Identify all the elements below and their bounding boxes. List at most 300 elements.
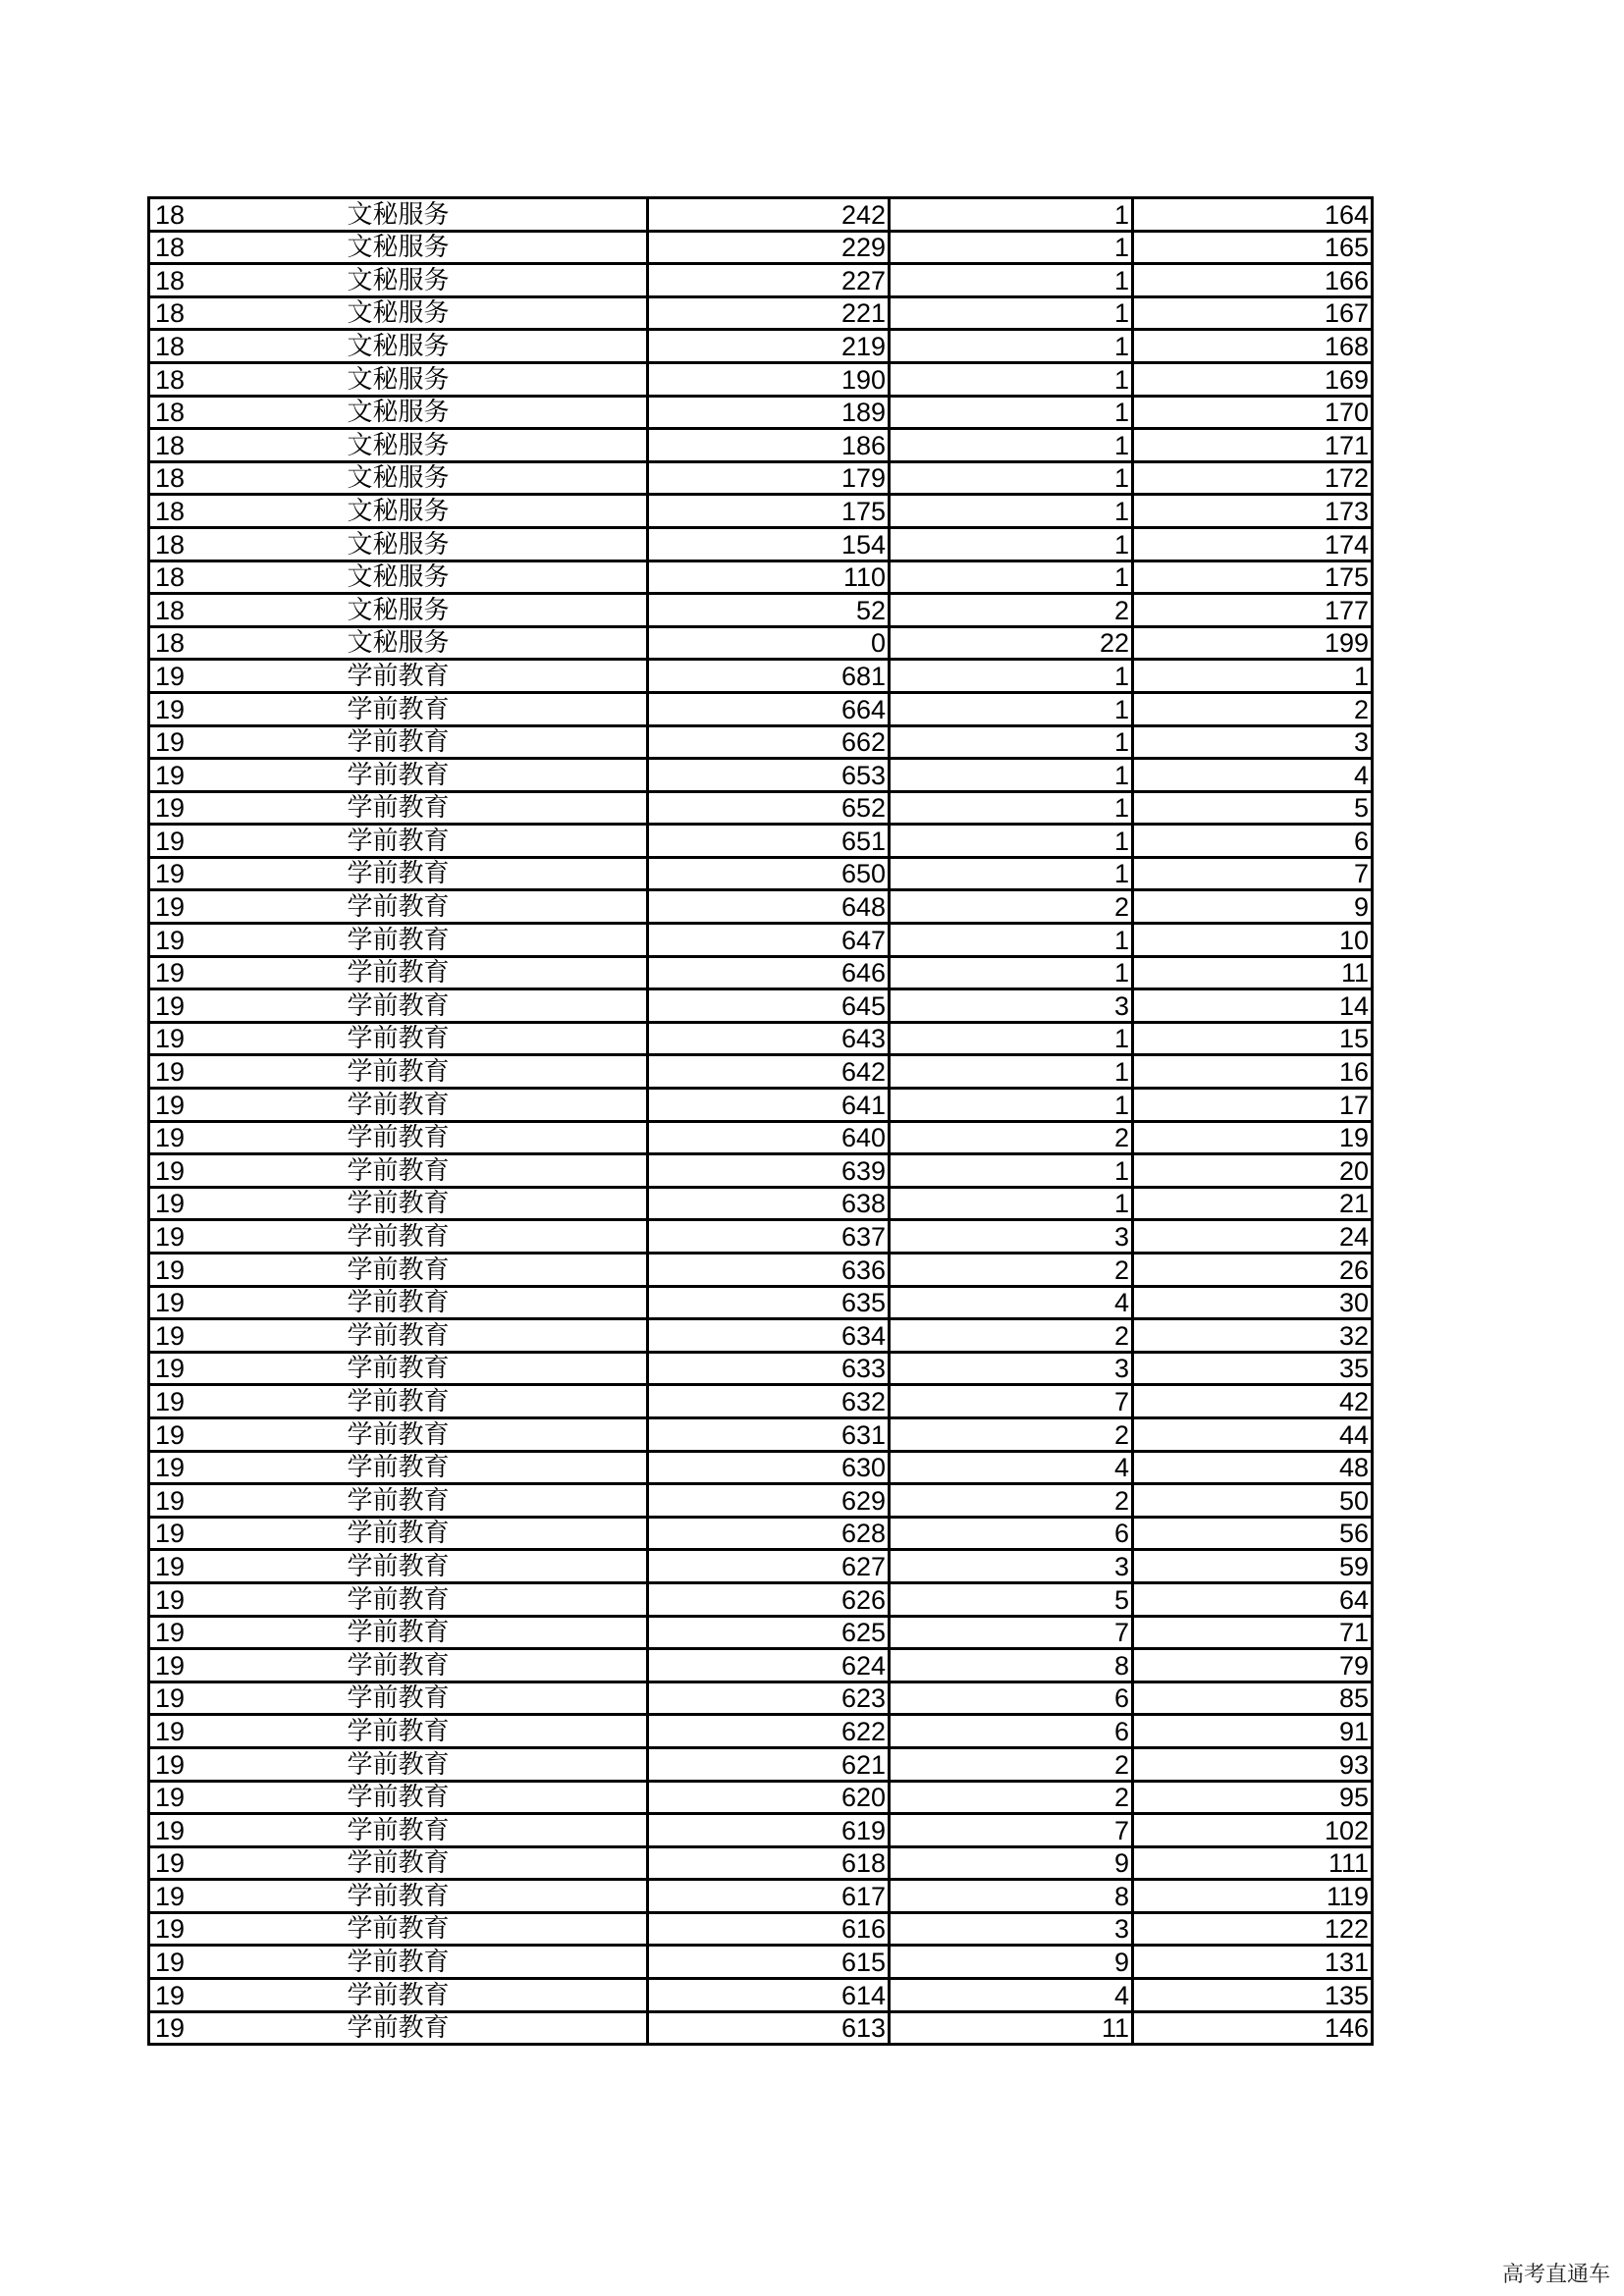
score-cell: 643 [648,1022,890,1055]
category-cell: 文秘服务 [344,527,648,561]
table-row [149,1747,1373,1781]
cumulative-cell: 17 [1133,1089,1373,1122]
category-cell: 学前教育 [344,1055,648,1089]
count-cell: 11 [890,2011,1133,2045]
group-code-cell: 19 [149,1649,344,1682]
category-cell: 学前教育 [344,725,648,759]
count-cell: 1 [890,330,1133,363]
category-cell: 学前教育 [344,1417,648,1451]
cumulative-cell: 35 [1133,1352,1373,1385]
score-cell: 623 [648,1682,890,1715]
score-cell: 620 [648,1781,890,1814]
cumulative-cell: 19 [1133,1121,1373,1154]
count-cell: 2 [890,1417,1133,1451]
table-row [149,890,1373,924]
table-row [149,330,1373,363]
table-row [149,296,1373,330]
count-cell: 1 [890,857,1133,890]
group-code-cell: 18 [149,527,344,561]
cumulative-cell: 3 [1133,725,1373,759]
cumulative-cell: 165 [1133,231,1373,264]
category-cell: 学前教育 [344,1846,648,1880]
count-cell: 4 [890,1979,1133,2012]
cumulative-cell: 172 [1133,461,1373,495]
watermark-text: 高考直通车 [1501,2263,1610,2287]
count-cell: 1 [890,527,1133,561]
count-cell: 1 [890,791,1133,825]
table-row [149,1286,1373,1319]
table-row [149,1385,1373,1418]
group-code-cell: 19 [149,1121,344,1154]
count-cell: 1 [890,1154,1133,1188]
category-cell: 学前教育 [344,924,648,957]
category-cell: 文秘服务 [344,231,648,264]
category-cell: 学前教育 [344,1715,648,1748]
category-cell: 文秘服务 [344,362,648,396]
count-cell: 4 [890,1451,1133,1484]
group-code-cell: 19 [149,692,344,725]
count-cell: 1 [890,231,1133,264]
score-cell: 631 [648,1417,890,1451]
count-cell: 1 [890,429,1133,462]
count-cell: 22 [890,626,1133,660]
group-code-cell: 19 [149,1022,344,1055]
count-cell: 1 [890,264,1133,297]
count-cell: 6 [890,1517,1133,1550]
table-row [149,759,1373,792]
group-code-cell: 19 [149,1254,344,1287]
category-cell: 学前教育 [344,857,648,890]
count-cell: 2 [890,890,1133,924]
group-code-cell: 19 [149,1946,344,1979]
count-cell: 1 [890,296,1133,330]
category-cell: 文秘服务 [344,495,648,528]
count-cell: 3 [890,1352,1133,1385]
group-code-cell: 18 [149,264,344,297]
cumulative-cell: 169 [1133,362,1373,396]
count-cell: 1 [890,198,1133,232]
category-cell: 学前教育 [344,989,648,1023]
score-cell: 52 [648,594,890,627]
score-table-body [149,198,1373,2045]
category-cell: 学前教育 [344,1319,648,1353]
score-cell: 641 [648,1089,890,1122]
cumulative-cell: 59 [1133,1550,1373,1583]
score-cell: 615 [648,1946,890,1979]
count-cell: 1 [890,924,1133,957]
cumulative-cell: 6 [1133,825,1373,858]
table-row [149,791,1373,825]
group-code-cell: 18 [149,561,344,594]
count-cell: 1 [890,825,1133,858]
table-row [149,495,1373,528]
group-code-cell: 19 [149,1616,344,1649]
cumulative-cell: 44 [1133,1417,1373,1451]
table-row [149,626,1373,660]
count-cell: 9 [890,1846,1133,1880]
group-code-cell: 18 [149,198,344,232]
table-row [149,198,1373,232]
count-cell: 1 [890,692,1133,725]
table-row [149,692,1373,725]
cumulative-cell: 79 [1133,1649,1373,1682]
group-code-cell: 19 [149,2011,344,2045]
table-row [149,1121,1373,1154]
category-cell: 文秘服务 [344,264,648,297]
table-row [149,1187,1373,1220]
category-cell: 学前教育 [344,1352,648,1385]
category-cell: 文秘服务 [344,296,648,330]
group-code-cell: 18 [149,296,344,330]
score-cell: 613 [648,2011,890,2045]
score-cell: 229 [648,231,890,264]
category-cell: 学前教育 [344,1550,648,1583]
count-cell: 2 [890,1319,1133,1353]
score-cell: 154 [648,527,890,561]
count-cell: 1 [890,561,1133,594]
category-cell: 学前教育 [344,825,648,858]
score-cell: 0 [648,626,890,660]
cumulative-cell: 10 [1133,924,1373,957]
cumulative-cell: 71 [1133,1616,1373,1649]
category-cell: 学前教育 [344,1154,648,1188]
category-cell: 学前教育 [344,1814,648,1847]
score-cell: 651 [648,825,890,858]
cumulative-cell: 175 [1133,561,1373,594]
count-cell: 7 [890,1616,1133,1649]
cumulative-cell: 4 [1133,759,1373,792]
score-cell: 621 [648,1747,890,1781]
cumulative-cell: 85 [1133,1682,1373,1715]
table-row [149,1055,1373,1089]
score-cell: 638 [648,1187,890,1220]
score-cell: 219 [648,330,890,363]
group-code-cell: 19 [149,1220,344,1254]
category-cell: 学前教育 [344,1781,648,1814]
table-row [149,1682,1373,1715]
score-cell: 617 [648,1880,890,1913]
category-cell: 文秘服务 [344,594,648,627]
category-cell: 学前教育 [344,1582,648,1616]
cumulative-cell: 171 [1133,429,1373,462]
group-code-cell: 19 [149,1154,344,1188]
group-code-cell: 19 [149,1550,344,1583]
group-code-cell: 19 [149,1055,344,1089]
score-cell: 639 [648,1154,890,1188]
cumulative-cell: 26 [1133,1254,1373,1287]
score-cell: 221 [648,296,890,330]
category-cell: 学前教育 [344,1912,648,1946]
table-row [149,857,1373,890]
group-code-cell: 19 [149,1781,344,1814]
group-code-cell: 19 [149,989,344,1023]
cumulative-cell: 11 [1133,956,1373,989]
score-cell: 648 [648,890,890,924]
table-row [149,1550,1373,1583]
table-row [149,1451,1373,1484]
cumulative-cell: 164 [1133,198,1373,232]
score-cell: 636 [648,1254,890,1287]
table-row [149,924,1373,957]
count-cell: 9 [890,1946,1133,1979]
score-cell: 110 [648,561,890,594]
cumulative-cell: 1 [1133,660,1373,693]
table-row [149,561,1373,594]
table-row [149,1352,1373,1385]
count-cell: 2 [890,1484,1133,1518]
score-cell: 189 [648,396,890,429]
category-cell: 学前教育 [344,1254,648,1287]
cumulative-cell: 111 [1133,1846,1373,1880]
table-row [149,989,1373,1023]
score-cell: 633 [648,1352,890,1385]
cumulative-cell: 91 [1133,1715,1373,1748]
category-cell: 学前教育 [344,692,648,725]
count-cell: 1 [890,660,1133,693]
count-cell: 3 [890,1912,1133,1946]
group-code-cell: 19 [149,1682,344,1715]
score-cell: 179 [648,461,890,495]
category-cell: 学前教育 [344,1385,648,1418]
cumulative-cell: 135 [1133,1979,1373,2012]
table-row [149,1089,1373,1122]
category-cell: 学前教育 [344,1880,648,1913]
score-cell: 640 [648,1121,890,1154]
table-row [149,2011,1373,2045]
score-cell: 627 [648,1550,890,1583]
group-code-cell: 19 [149,1319,344,1353]
count-cell: 1 [890,495,1133,528]
table-row [149,1814,1373,1847]
cumulative-cell: 102 [1133,1814,1373,1847]
category-cell: 学前教育 [344,759,648,792]
table-row [149,264,1373,297]
score-cell: 637 [648,1220,890,1254]
cumulative-cell: 119 [1133,1880,1373,1913]
count-cell: 7 [890,1814,1133,1847]
category-cell: 学前教育 [344,2011,648,2045]
group-code-cell: 19 [149,825,344,858]
group-code-cell: 18 [149,429,344,462]
category-cell: 学前教育 [344,1649,648,1682]
score-cell: 642 [648,1055,890,1089]
group-code-cell: 19 [149,660,344,693]
cumulative-cell: 95 [1133,1781,1373,1814]
count-cell: 2 [890,1747,1133,1781]
group-code-cell: 19 [149,857,344,890]
score-cell: 626 [648,1582,890,1616]
category-cell: 学前教育 [344,791,648,825]
score-table [147,196,1374,2046]
count-cell: 1 [890,759,1133,792]
table-row [149,1484,1373,1518]
group-code-cell: 18 [149,495,344,528]
category-cell: 学前教育 [344,1089,648,1122]
count-cell: 2 [890,1781,1133,1814]
count-cell: 2 [890,594,1133,627]
cumulative-cell: 167 [1133,296,1373,330]
table-row [149,660,1373,693]
cumulative-cell: 174 [1133,527,1373,561]
cumulative-cell: 30 [1133,1286,1373,1319]
group-code-cell: 18 [149,231,344,264]
group-code-cell: 18 [149,461,344,495]
group-code-cell: 19 [149,1582,344,1616]
table-row [149,1649,1373,1682]
count-cell: 4 [890,1286,1133,1319]
category-cell: 学前教育 [344,1616,648,1649]
score-cell: 647 [648,924,890,957]
cumulative-cell: 48 [1133,1451,1373,1484]
score-cell: 645 [648,989,890,1023]
group-code-cell: 18 [149,594,344,627]
category-cell: 文秘服务 [344,461,648,495]
cumulative-cell: 9 [1133,890,1373,924]
table-row [149,1417,1373,1451]
count-cell: 3 [890,1550,1133,1583]
count-cell: 1 [890,1022,1133,1055]
cumulative-cell: 50 [1133,1484,1373,1518]
cumulative-cell: 2 [1133,692,1373,725]
cumulative-cell: 131 [1133,1946,1373,1979]
score-cell: 653 [648,759,890,792]
category-cell: 学前教育 [344,1187,648,1220]
group-code-cell: 19 [149,956,344,989]
group-code-cell: 18 [149,362,344,396]
count-cell: 1 [890,461,1133,495]
table-row [149,825,1373,858]
score-cell: 628 [648,1517,890,1550]
score-cell: 227 [648,264,890,297]
table-row [149,1912,1373,1946]
group-code-cell: 19 [149,1089,344,1122]
count-cell: 1 [890,1055,1133,1089]
group-code-cell: 19 [149,890,344,924]
group-code-cell: 19 [149,1880,344,1913]
count-cell: 7 [890,1385,1133,1418]
table-row [149,594,1373,627]
group-code-cell: 19 [149,1484,344,1518]
count-cell: 1 [890,362,1133,396]
table-row [149,1781,1373,1814]
group-code-cell: 19 [149,1286,344,1319]
category-cell: 学前教育 [344,1517,648,1550]
category-cell: 学前教育 [344,1286,648,1319]
count-cell: 1 [890,956,1133,989]
score-cell: 632 [648,1385,890,1418]
category-cell: 文秘服务 [344,198,648,232]
group-code-cell: 18 [149,626,344,660]
group-code-cell: 19 [149,1417,344,1451]
score-cell: 619 [648,1814,890,1847]
cumulative-cell: 56 [1133,1517,1373,1550]
cumulative-cell: 21 [1133,1187,1373,1220]
cumulative-cell: 93 [1133,1747,1373,1781]
score-cell: 629 [648,1484,890,1518]
count-cell: 8 [890,1649,1133,1682]
cumulative-cell: 24 [1133,1220,1373,1254]
category-cell: 学前教育 [344,1220,648,1254]
score-cell: 190 [648,362,890,396]
score-cell: 622 [648,1715,890,1748]
category-cell: 文秘服务 [344,396,648,429]
table-row [149,725,1373,759]
cumulative-cell: 5 [1133,791,1373,825]
category-cell: 学前教育 [344,660,648,693]
category-cell: 文秘服务 [344,561,648,594]
score-cell: 664 [648,692,890,725]
score-cell: 186 [648,429,890,462]
score-cell: 175 [648,495,890,528]
cumulative-cell: 20 [1133,1154,1373,1188]
group-code-cell: 19 [149,1979,344,2012]
cumulative-cell: 64 [1133,1582,1373,1616]
count-cell: 3 [890,1220,1133,1254]
count-cell: 6 [890,1715,1133,1748]
table-row [149,1616,1373,1649]
score-cell: 625 [648,1616,890,1649]
table-row [149,956,1373,989]
cumulative-cell: 199 [1133,626,1373,660]
count-cell: 1 [890,725,1133,759]
score-cell: 614 [648,1979,890,2012]
table-row [149,362,1373,396]
table-row [149,231,1373,264]
table-row [149,1319,1373,1353]
group-code-cell: 19 [149,1715,344,1748]
score-cell: 616 [648,1912,890,1946]
count-cell: 3 [890,989,1133,1023]
table-row [149,1154,1373,1188]
cumulative-cell: 42 [1133,1385,1373,1418]
count-cell: 2 [890,1254,1133,1287]
table-row [149,1979,1373,2012]
table-row [149,1254,1373,1287]
category-cell: 学前教育 [344,1682,648,1715]
cumulative-cell: 166 [1133,264,1373,297]
category-cell: 学前教育 [344,1121,648,1154]
category-cell: 学前教育 [344,1946,648,1979]
group-code-cell: 19 [149,924,344,957]
count-cell: 6 [890,1682,1133,1715]
count-cell: 1 [890,396,1133,429]
table-row [149,461,1373,495]
table-row [149,1022,1373,1055]
count-cell: 2 [890,1121,1133,1154]
group-code-cell: 19 [149,791,344,825]
group-code-cell: 18 [149,330,344,363]
category-cell: 学前教育 [344,1747,648,1781]
cumulative-cell: 146 [1133,2011,1373,2045]
category-cell: 文秘服务 [344,429,648,462]
group-code-cell: 19 [149,1517,344,1550]
count-cell: 1 [890,1089,1133,1122]
count-cell: 1 [890,1187,1133,1220]
cumulative-cell: 15 [1133,1022,1373,1055]
group-code-cell: 19 [149,1451,344,1484]
group-code-cell: 19 [149,1814,344,1847]
score-cell: 618 [648,1846,890,1880]
group-code-cell: 19 [149,1912,344,1946]
score-cell: 681 [648,660,890,693]
score-cell: 624 [648,1649,890,1682]
group-code-cell: 19 [149,1747,344,1781]
cumulative-cell: 16 [1133,1055,1373,1089]
category-cell: 学前教育 [344,956,648,989]
cumulative-cell: 7 [1133,857,1373,890]
category-cell: 文秘服务 [344,626,648,660]
category-cell: 学前教育 [344,1451,648,1484]
